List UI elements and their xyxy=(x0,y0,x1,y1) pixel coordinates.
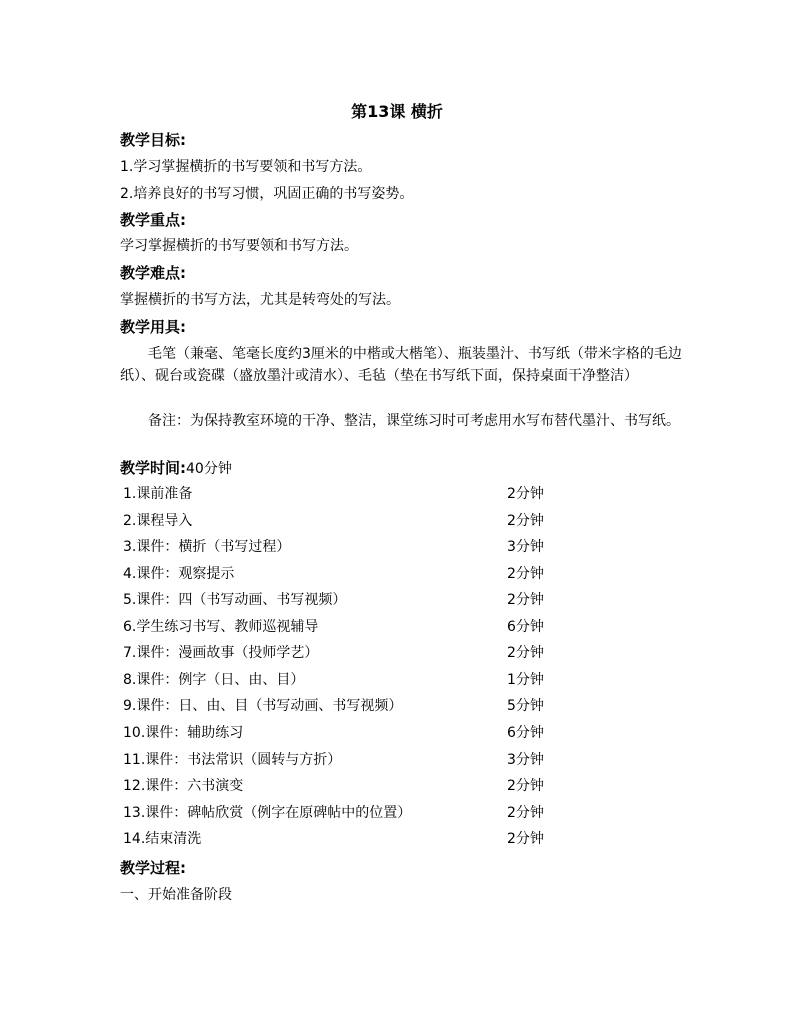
schedule-row xyxy=(120,670,580,690)
schedule-item-duration: 3分钟 xyxy=(507,752,544,768)
schedule-item-label: 8.课件：例字（日、由、目） xyxy=(123,672,305,688)
key-points-text: 学习掌握横折的书写要领和书写方法。 xyxy=(120,238,358,254)
process-heading: 教学过程: xyxy=(120,859,186,877)
schedule-item-duration: 6分钟 xyxy=(507,619,544,635)
schedule-item-label: 3.课件：横折（书写过程） xyxy=(123,539,291,555)
schedule-row xyxy=(120,537,580,557)
schedule-row xyxy=(120,484,580,504)
objective-item: 2.培养良好的书写习惯，巩固正确的书写姿势。 xyxy=(120,186,414,202)
schedule-item-label: 13.课件：碑帖欣赏（例字在原碑帖中的位置） xyxy=(123,805,412,821)
schedule-row xyxy=(120,803,580,823)
schedule-item-label: 10.课件：辅助练习 xyxy=(123,725,244,741)
schedule-item-duration: 2分钟 xyxy=(507,645,544,661)
schedule-row xyxy=(120,617,580,637)
schedule-item-label: 9.课件：日、由、目（书写动画、书写视频） xyxy=(123,698,403,714)
schedule-item-label: 2.课程导入 xyxy=(123,513,193,529)
schedule-item-label: 12.课件：六书演变 xyxy=(123,778,244,794)
schedule-item-duration: 3分钟 xyxy=(507,539,544,555)
schedule-row xyxy=(120,750,580,770)
schedule-item-duration: 2分钟 xyxy=(507,486,544,502)
time-line xyxy=(120,458,232,479)
schedule-row xyxy=(120,723,580,743)
schedule-row xyxy=(120,564,580,584)
schedule-row xyxy=(120,643,580,663)
schedule-item-duration: 1分钟 xyxy=(507,672,544,688)
difficulties-text: 掌握横折的书写方法，尤其是转弯处的写法。 xyxy=(120,292,400,308)
schedule-row xyxy=(120,511,580,531)
schedule-row xyxy=(120,776,580,796)
process-stage: 一、开始准备阶段 xyxy=(120,887,232,903)
schedule-item-label: 14.结束清洗 xyxy=(123,831,202,847)
schedule-item-duration: 2分钟 xyxy=(507,592,544,608)
schedule-item-label: 11.课件：书法常识（圆转与方折） xyxy=(123,752,342,768)
difficulties-heading: 教学难点: xyxy=(120,264,186,282)
time-heading: 教学时间: xyxy=(120,459,186,477)
objective-item: 1.学习掌握横折的书写要领和书写方法。 xyxy=(120,159,372,175)
time-value: 40分钟 xyxy=(186,461,232,477)
objectives-heading: 教学目标: xyxy=(120,131,186,149)
lesson-title: 第13课 横折 xyxy=(351,102,443,121)
schedule-item-label: 5.课件：四（书写动画、书写视频） xyxy=(123,592,347,608)
schedule-item-duration: 2分钟 xyxy=(507,513,544,529)
schedule-row xyxy=(120,829,580,849)
tools-paragraph: 毛笔（兼毫、笔毫长度约3厘米的中楷或大楷笔）、瓶装墨汁、书写纸（带米字格的毛边纸）、砚台或瓷碟（盛放墨汁或清水）、毛毡（垫在书写纸下面，保持桌面干净整洁） xyxy=(120,346,682,384)
schedule-row xyxy=(120,590,580,610)
schedule-item-duration: 2分钟 xyxy=(507,566,544,582)
key-points-heading: 教学重点: xyxy=(120,211,186,229)
schedule-item-label: 4.课件：观察提示 xyxy=(123,566,235,582)
schedule-item-duration: 2分钟 xyxy=(507,778,544,794)
schedule-item-label: 7.课件：漫画故事（投师学艺） xyxy=(123,645,319,661)
schedule-item-duration: 2分钟 xyxy=(507,805,544,821)
schedule-item-label: 6.学生练习书写、教师巡视辅导 xyxy=(123,619,319,635)
schedule-item-duration: 6分钟 xyxy=(507,725,544,741)
tools-heading: 教学用具: xyxy=(120,318,186,336)
schedule-item-duration: 5分钟 xyxy=(507,698,544,714)
schedule-item-label: 1.课前准备 xyxy=(123,486,193,502)
schedule-item-duration: 2分钟 xyxy=(507,831,544,847)
schedule-row xyxy=(120,696,580,716)
tools-note: 备注：为保持教室环境的干净、整洁，课堂练习时可考虑用水写布替代墨汁、书写纸。 xyxy=(148,413,680,429)
